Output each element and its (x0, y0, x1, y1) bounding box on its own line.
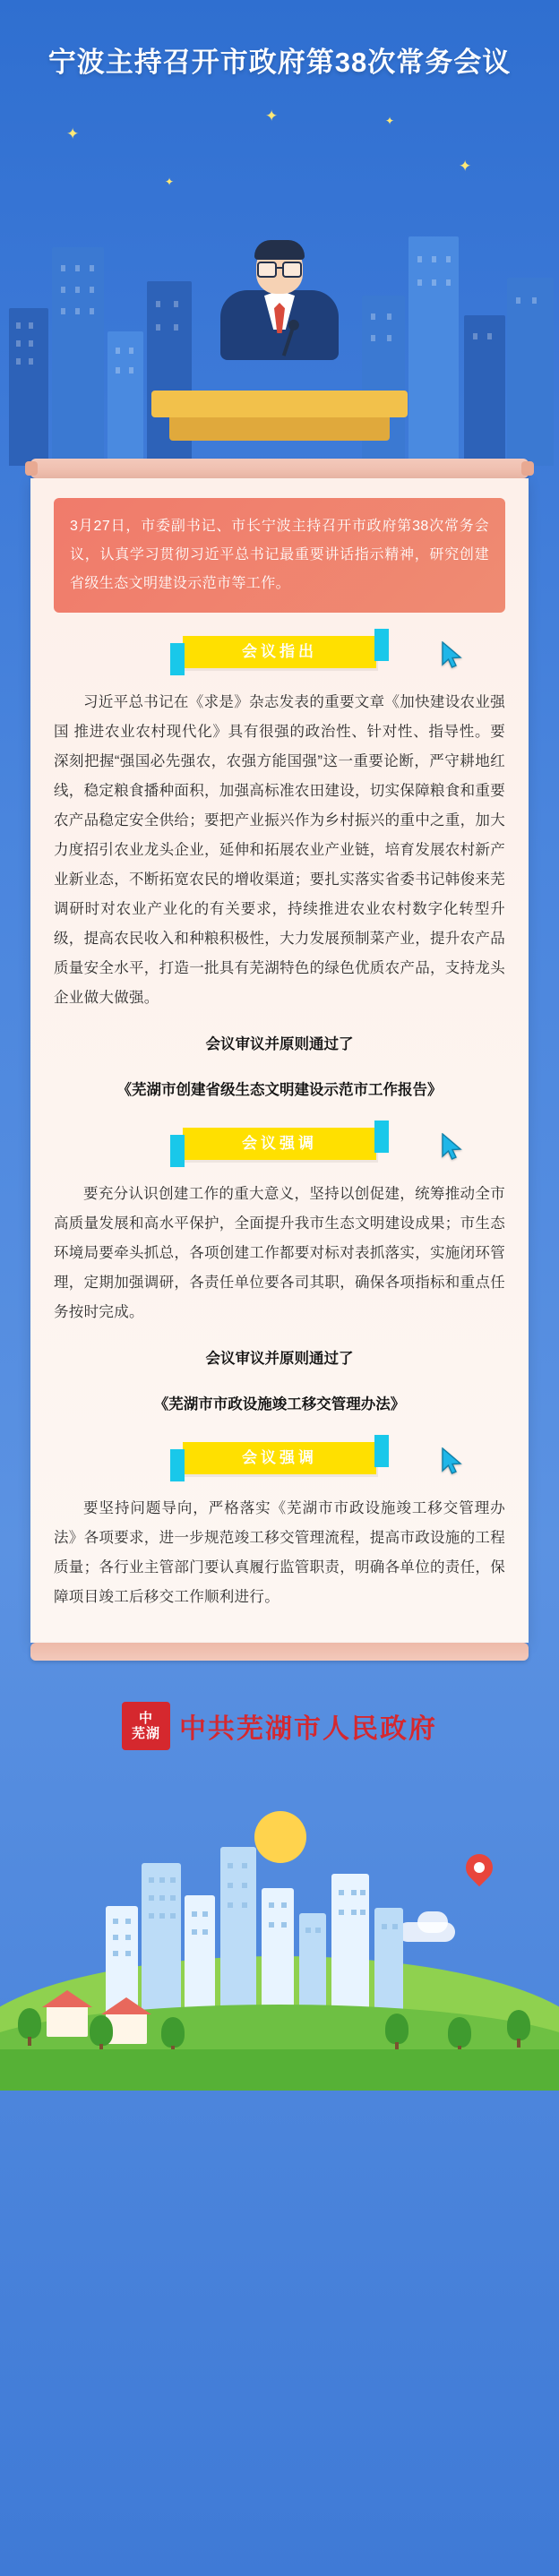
header-banner (0, 0, 559, 466)
content-card (30, 478, 529, 1643)
building (220, 1847, 256, 2014)
hair-shape (254, 240, 305, 260)
footer-illustration (0, 1768, 559, 2091)
tree-icon (18, 2008, 41, 2039)
speaker-figure (181, 240, 378, 401)
section-subheading-3: 《芜湖市市政设施竣工移交管理办法》 (153, 1396, 406, 1413)
section-heading-3: 会议审议并原则通过了 (205, 1351, 354, 1367)
section-body-3: 要坚持问题导向，严格落实《芜湖市市政设施竣工移交管理办法》各项要求，进一步规范竣工移交管理流程，提高市政设施的工程质量；各行业主管部门要认真履行监管职责，明确各单位的责任，保障项目竣工后移交工作顺利进行。 (54, 1500, 505, 1605)
section-ribbon-2 (54, 1128, 505, 1169)
logo-mark-line2: 芜湖 (131, 1726, 160, 1741)
building (507, 278, 554, 466)
building (108, 331, 143, 466)
star-icon: ✦ (385, 115, 395, 127)
ribbon-label: 会议指出 (183, 636, 376, 668)
star-icon: ✦ (459, 158, 472, 175)
scroll-top-bar (30, 459, 529, 478)
speaker-illustration (150, 240, 409, 441)
podium-desk (151, 391, 408, 417)
glasses-icon (254, 262, 305, 274)
lead-paragraph: 3月27日，市委副书记、市长宁波主持召开市政府第38次常务会议，认真学习贯彻习近平总书记最重要讲话指示精神，研究创建省级生态文明建设示范市等工作。 (54, 498, 505, 613)
tree-icon (385, 2014, 408, 2044)
house-icon (47, 2006, 88, 2037)
building (408, 236, 459, 466)
map-pin-icon (460, 1849, 498, 1886)
tree-icon (161, 2017, 185, 2048)
section-ribbon-1 (54, 636, 505, 677)
building (331, 1874, 369, 2014)
grass-strip (0, 2049, 559, 2091)
building (9, 308, 48, 466)
building (262, 1888, 294, 2014)
section-body-2: 要充分认识创建工作的重大意义，坚持以创促建，统筹推动全市高质量发展和高水平保护，全面提升我市生态文明建设成果；市生态环境局要牵头抓总，各项创建工作都要对标对表抓落实，实施闭环管理，定期加强调研，各责任单位要各司其职，确保各项指标和重点任务按时完成。 (54, 1186, 505, 1320)
content-scroll (30, 459, 529, 1687)
tree-icon (448, 2017, 471, 2048)
cloud-icon (417, 1911, 448, 1933)
logo-mark-line1: 中 (138, 1711, 153, 1726)
logo-text: 中共芜湖市人民政府 (179, 1714, 437, 1744)
building (299, 1913, 326, 2014)
page-title: 宁波主持召开市政府第38次常务会议 (47, 47, 512, 78)
footer-logo (0, 1693, 559, 1759)
logo-mark-icon (122, 1702, 170, 1750)
star-icon: ✦ (165, 176, 175, 188)
scroll-bottom-bar (30, 1643, 529, 1661)
sun-icon (254, 1811, 306, 1863)
star-icon: ✦ (265, 107, 279, 125)
ribbon-label: 会议强调 (183, 1442, 376, 1474)
tree-icon (507, 2010, 530, 2040)
section-subheading-2: 《芜湖市创建省级生态文明建设示范市工作报告》 (116, 1082, 443, 1098)
building (185, 1895, 215, 2014)
building (142, 1863, 181, 2014)
building (52, 247, 104, 466)
podium-desk-front (169, 417, 390, 441)
section-heading-2: 会议审议并原则通过了 (205, 1036, 354, 1052)
tree-icon (90, 2015, 113, 2046)
section-body-1: 习近平总书记在《求是》杂志发表的重要文章《加快建设农业强国 推进农业农村现代化》具有很强的政治性、针对性、指导性。要深刻把握“强国必先强农，农强方能国强”这一重要论断，严守耕地红线，稳定粮食播种面积，加强高标准农田建设，切实保障粮食和重要农产品稳定安全供给；要把产业振兴作为乡村振兴的重中之重，加大力度招引农业龙头企业，延伸和拓展农业产业链，培育发展农村新产业新业态，不断拓宽农民的增收渠道；要扎实落实省委书记韩俊来芜调研时对农业产业化的有关要求，持续推进农业农村数字化转型升级，提高农民收入和种粮积极性，大力发展预制菜产业，提升农产品质量安全水平，打造一批具有芜湖特色的绿色优质农产品，支持龙头企业做大做强。 (54, 694, 505, 1006)
ribbon-label: 会议强调 (183, 1128, 376, 1160)
star-icon: ✦ (66, 125, 80, 142)
building (374, 1908, 403, 2014)
building (464, 315, 505, 466)
section-ribbon-3 (54, 1442, 505, 1483)
